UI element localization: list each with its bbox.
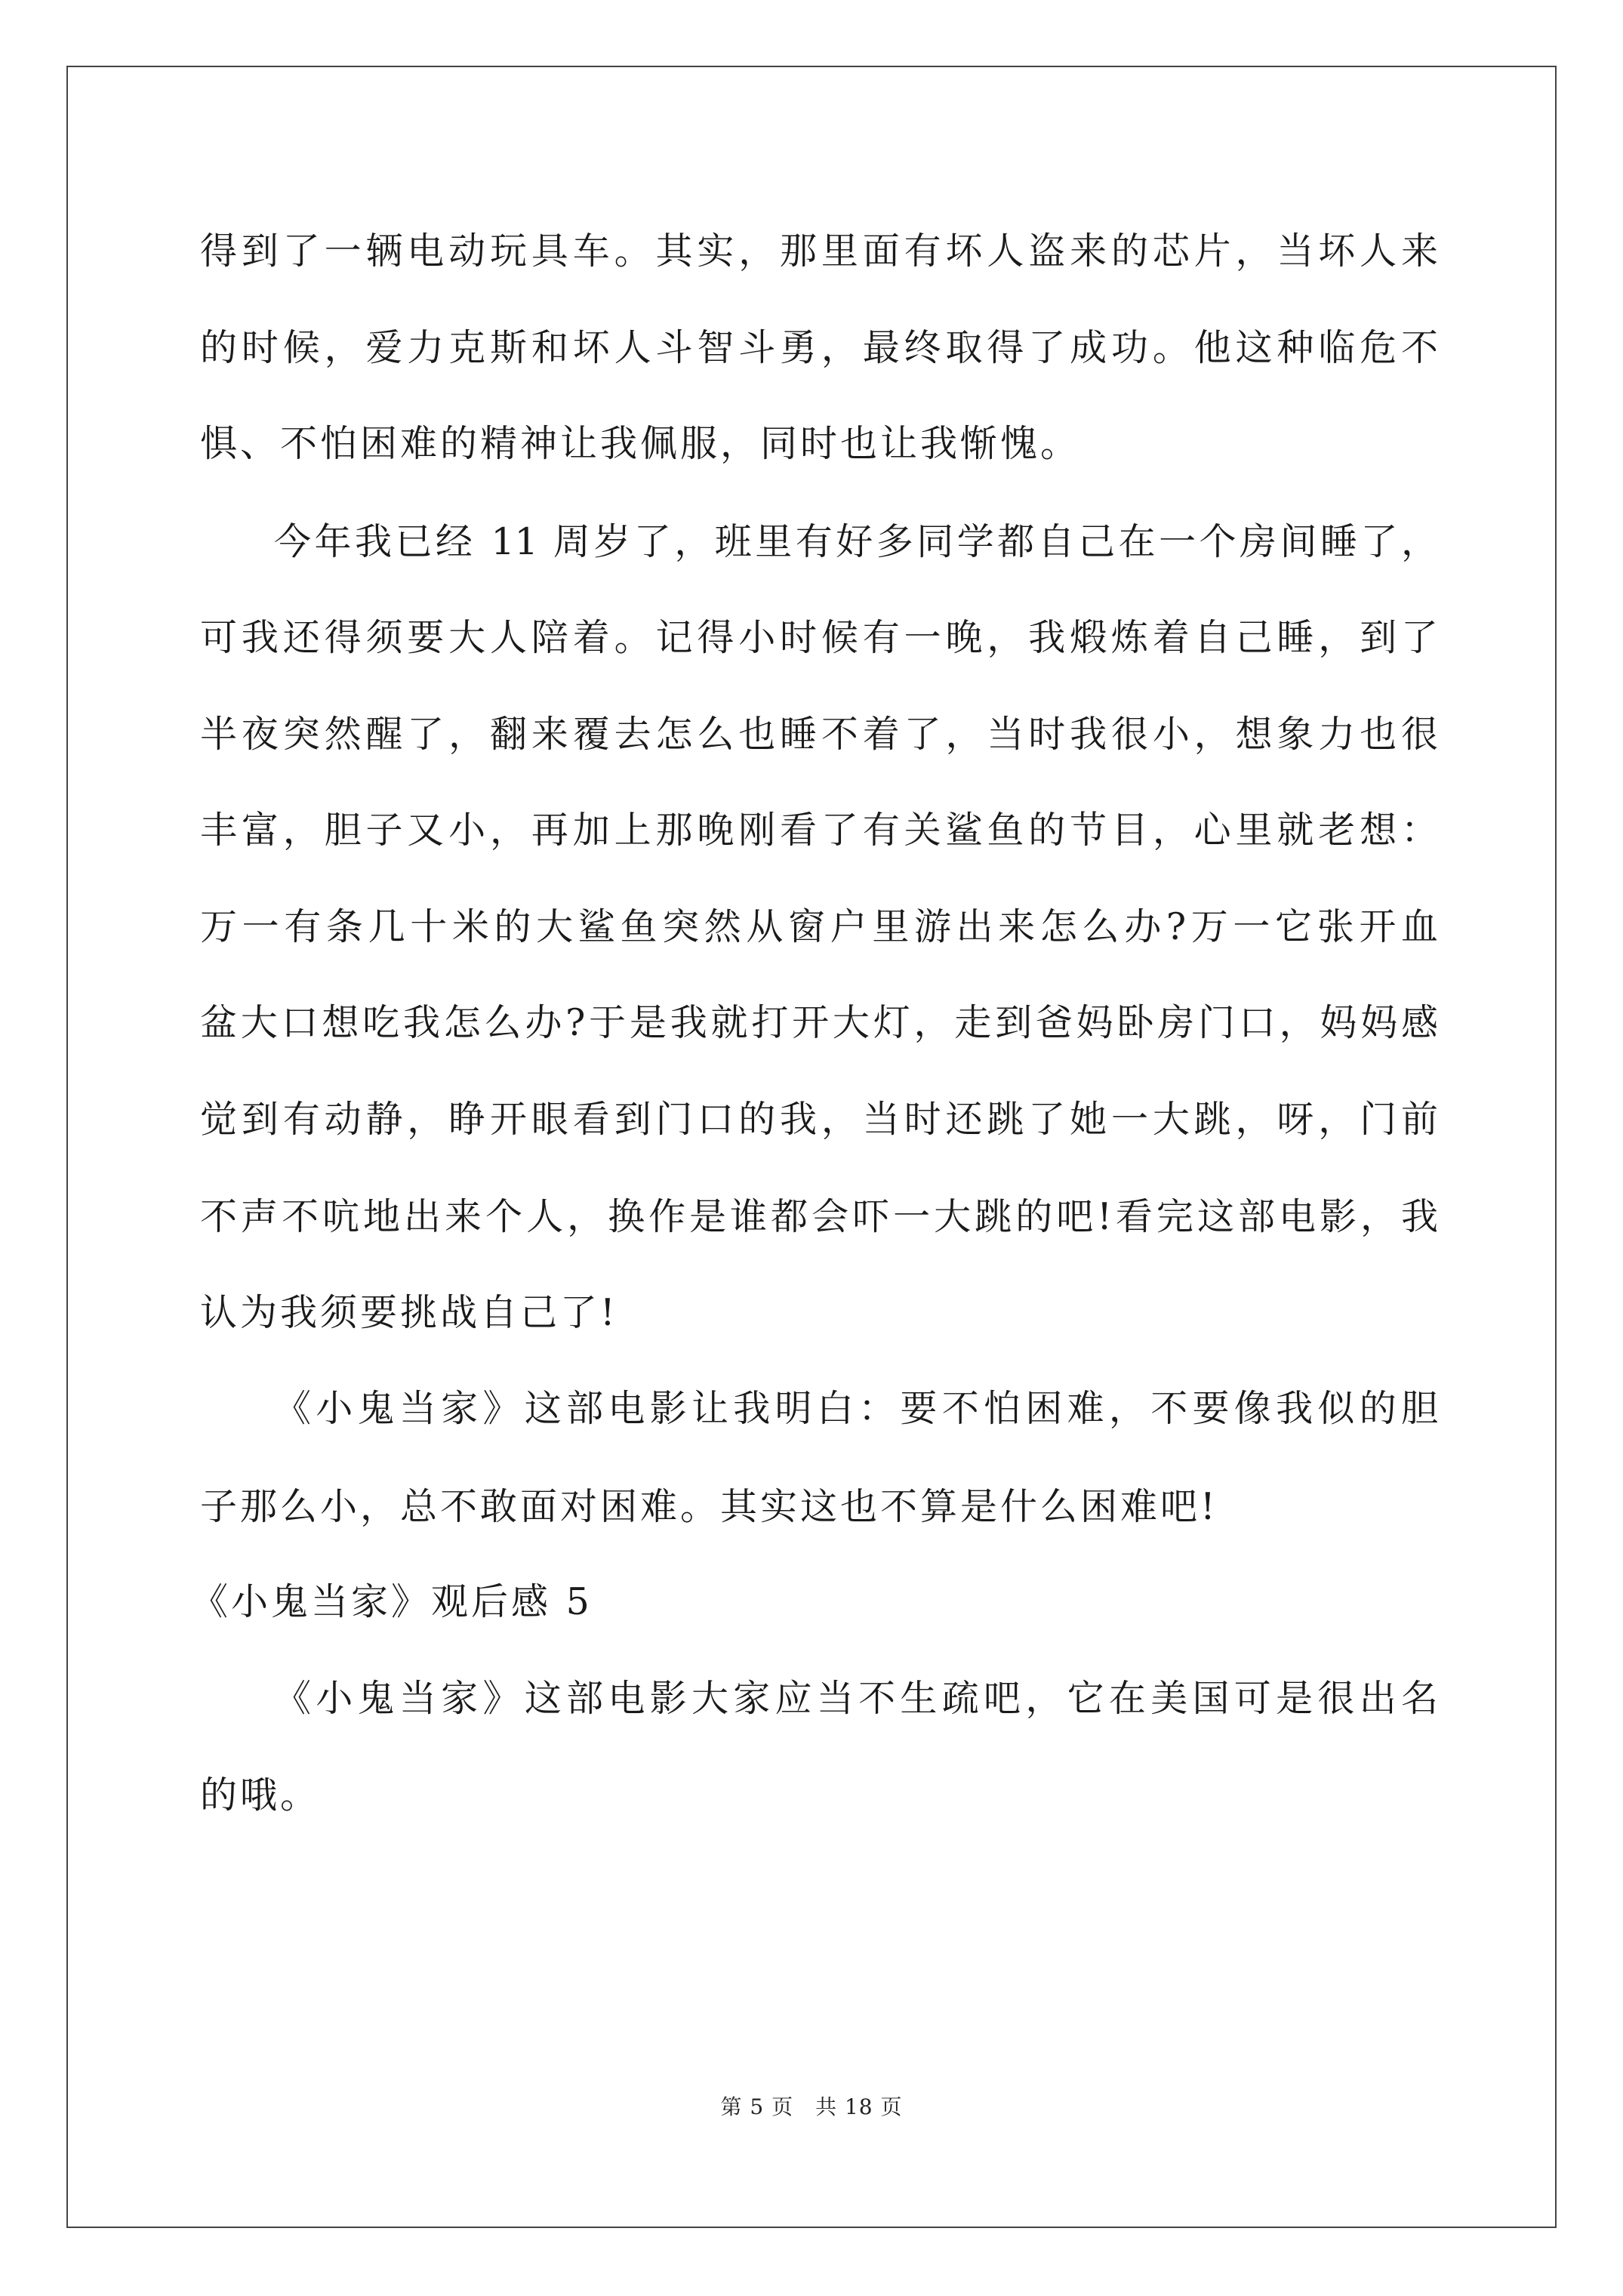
paragraph-line: 得到了一辆电动玩具车。其实，那里面有坏人盗来的芯片，当坏人来: [200, 230, 1438, 273]
paragraph-line: 认为我须要挑战自己了!: [200, 1291, 618, 1334]
paragraph-line: 《小鬼当家》这部电影大家应当不生疏吧，它在美国可是很出名: [274, 1677, 1438, 1720]
section-heading: 《小鬼当家》观后感 5: [191, 1580, 593, 1623]
page-border: [66, 66, 1557, 2228]
paragraph-line: 半夜突然醒了，翻来覆去怎么也睡不着了，当时我很小，想象力也很: [200, 713, 1438, 756]
paragraph-line: 《小鬼当家》这部电影让我明白：要不怕困难，不要像我似的胆: [274, 1387, 1438, 1430]
paragraph-line: 今年我已经 11 周岁了，班里有好多同学都自己在一个房间睡了，: [274, 520, 1438, 563]
paragraph-line: 万一有条几十米的大鲨鱼突然从窗户里游出来怎么办?万一它张开血: [200, 905, 1438, 948]
paragraph-line: 子那么小，总不敢面对困难。其实这也不算是什么困难吧!: [200, 1485, 1218, 1528]
paragraph-line: 的哦。: [200, 1774, 321, 1817]
paragraph-line: 的时候，爱力克斯和坏人斗智斗勇，最终取得了成功。他这种临危不: [200, 326, 1438, 369]
paragraph-line: 惧、不怕困难的精神让我佩服，同时也让我惭愧。: [200, 422, 1081, 465]
paragraph-line: 丰富，胆子又小，再加上那晚刚看了有关鲨鱼的节目，心里就老想：: [200, 809, 1438, 852]
paragraph-line: 不声不吭地出来个人，换作是谁都会吓一大跳的吧!看完这部电影，我: [200, 1195, 1438, 1238]
page-number: 第 5 页 共 18 页: [720, 2094, 903, 2119]
paragraph-line: 觉到有动静，睁开眼看到门口的我，当时还跳了她一大跳，呀，门前: [200, 1098, 1438, 1141]
paragraph-line: 可我还得须要大人陪着。记得小时候有一晚，我煅炼着自己睡，到了: [200, 616, 1438, 659]
paragraph-line: 盆大口想吃我怎么办?于是我就打开大灯，走到爸妈卧房门口，妈妈感: [200, 1001, 1438, 1044]
